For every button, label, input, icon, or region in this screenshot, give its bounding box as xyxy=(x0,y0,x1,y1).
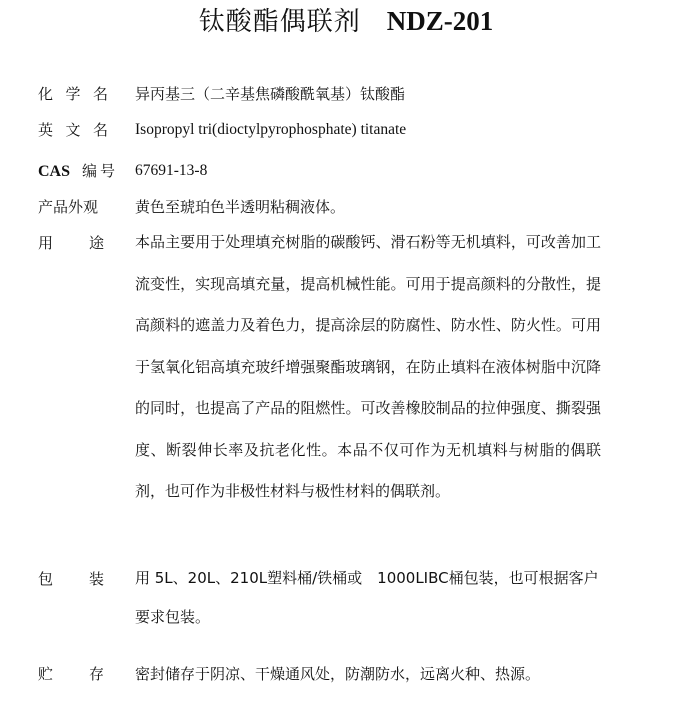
value-english-name: Isopropyl tri(dioctylpyrophosphate) titanate xyxy=(135,121,407,138)
value-usage: 本品主要用于处理填充树脂的碳酸钙、滑石粉等无机填料，可改善加工流变性，实现高填充量，提高机械性能。可用于提高颜料的分散性，提高颜料的遮盖力及着色力，提高涂层的防腐性、防水性、防火性。可用于氢氧化铝高填充玻纤增强聚酯玻璃钢，在防止填料在液体树脂中沉降的同时，也提高了产品的阻燃性。可改善橡胶制品的拉伸强度、撕裂强度、断裂伸长率及抗老化性。本品不仅可作为无机填料与树脂的偶联剂，也可作为非极性材料与极性材料的偶联剂。 xyxy=(135,233,601,500)
label-usage: 用途 xyxy=(38,234,104,252)
document-title xyxy=(0,4,692,42)
value-chemical-name: 异丙基三（二辛基焦磷酸酰氧基）钛酸酯 xyxy=(135,85,406,103)
value-storage: 密封储存于阴凉、干燥通风处，防潮防水，远离火种、热源。 xyxy=(135,665,541,683)
value-appearance: 黄色至琥珀色半透明粘稠液体。 xyxy=(135,198,346,216)
label-appearance: 产品外观 xyxy=(38,198,99,216)
label-cas-suffix: 编号 xyxy=(82,162,119,180)
label-chemical-name: 化学名 xyxy=(38,85,108,103)
title-product-code: NDZ-201 xyxy=(386,6,494,36)
label-cas-acronym: CAS xyxy=(38,163,71,180)
label-storage: 贮存 xyxy=(38,665,104,683)
label-cas-number xyxy=(38,160,118,182)
label-english-name: 英文名 xyxy=(38,121,108,139)
label-packaging: 包装 xyxy=(38,570,104,588)
title-chinese-name: 钛酸酯偶联剂 xyxy=(198,7,361,37)
value-packaging: 用 5L、20L、210L塑料桶/铁桶或 1000LIBC桶包装，也可根据客户要求包装。 xyxy=(135,569,599,626)
value-cas-number: 67691-13-8 xyxy=(135,162,208,179)
